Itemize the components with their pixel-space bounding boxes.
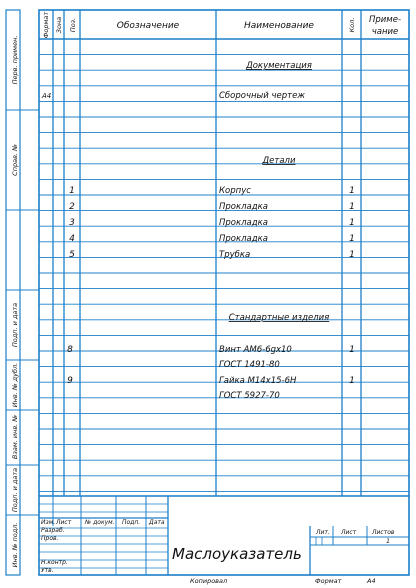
footer-format: Формат	[315, 577, 342, 585]
row-4-qty: 1	[349, 202, 355, 212]
row-12-name: ГОСТ 5927-70	[219, 391, 280, 401]
row-3-pos: 1	[69, 186, 75, 196]
row-1-name: Сборочный чертеж	[219, 91, 305, 101]
spec-rows	[41, 61, 355, 401]
spec-row-lines	[39, 55, 409, 492]
tb-sheets-value: 1	[386, 538, 390, 545]
tb-doc-no: № докум.	[85, 519, 115, 526]
row-8-name: Стандартные изделия	[228, 313, 330, 323]
label-vzam-inv: Взам. инв. №	[11, 414, 19, 460]
row-7-qty: 1	[349, 250, 355, 260]
label-sprav-no: Справ. №	[11, 144, 19, 176]
tb-sheet: Лист	[341, 529, 357, 536]
tb-sheets: Листов	[372, 529, 395, 536]
row-11-pos: 9	[67, 376, 73, 386]
footer-format-value: А4	[367, 577, 376, 585]
tb-n-kontr: Н.контр.	[41, 559, 68, 566]
tb-list: Лист	[56, 519, 72, 526]
row-9-qty: 1	[349, 345, 355, 355]
row-4-pos: 2	[69, 202, 75, 212]
row-5-qty: 1	[349, 218, 355, 228]
tb-lit: Лит.	[316, 529, 330, 536]
row-9-name: Винт АМ6-6gx10	[219, 345, 292, 355]
tb-podp: Подп.	[122, 519, 141, 526]
row-6-qty: 1	[349, 234, 355, 244]
tb-data: Дата	[149, 519, 165, 526]
label-podp-data-1: Подп. и дата	[11, 302, 19, 348]
header-zone: Зона	[55, 16, 63, 34]
tb-utv: Утв.	[41, 567, 54, 574]
label-inv-dubl: Инв. № дубл.	[11, 362, 19, 408]
row-0-name: Документация	[246, 61, 312, 71]
row-9-pos: 8	[67, 345, 73, 355]
label-inv-podl: Инв. № подл.	[11, 522, 19, 568]
header-format: Формат	[42, 11, 50, 39]
row-7-name: Трубка	[219, 250, 251, 260]
row-3-name: Корпус	[219, 186, 251, 196]
row-2-name: Детали	[262, 156, 296, 166]
row-5-pos: 3	[69, 218, 75, 228]
label-podp-data-2: Подп. и дата	[11, 467, 19, 513]
row-10-name: ГОСТ 1491-80	[219, 360, 280, 370]
header-name: Наименование	[244, 21, 314, 31]
row-6-name: Прокладка	[219, 234, 268, 244]
tb-razrab: Разраб.	[41, 527, 65, 534]
row-3-qty: 1	[349, 186, 355, 196]
tb-title: Маслоуказатель	[172, 545, 302, 563]
row-11-name: Гайка М14х15-6Н	[219, 376, 297, 386]
header-note-line1: Приме-	[368, 15, 402, 25]
header-note-line2: чание	[371, 27, 399, 37]
label-perv-primen: Перв. примен.	[11, 35, 19, 85]
row-1-format: А4	[42, 92, 52, 100]
tb-prov: Пров.	[41, 535, 59, 542]
spec-columns	[53, 10, 361, 496]
row-5-name: Прокладка	[219, 218, 268, 228]
row-7-pos: 5	[69, 250, 75, 260]
row-4-name: Прокладка	[219, 202, 268, 212]
footer-copied: Копировал	[190, 577, 228, 585]
header-qty: Кол.	[348, 17, 356, 33]
row-6-pos: 4	[69, 234, 75, 244]
header-pos: Поз.	[69, 17, 77, 33]
row-11-qty: 1	[349, 376, 355, 386]
tb-izm: Изм.	[41, 519, 56, 526]
header-designation: Обозначение	[116, 21, 180, 31]
